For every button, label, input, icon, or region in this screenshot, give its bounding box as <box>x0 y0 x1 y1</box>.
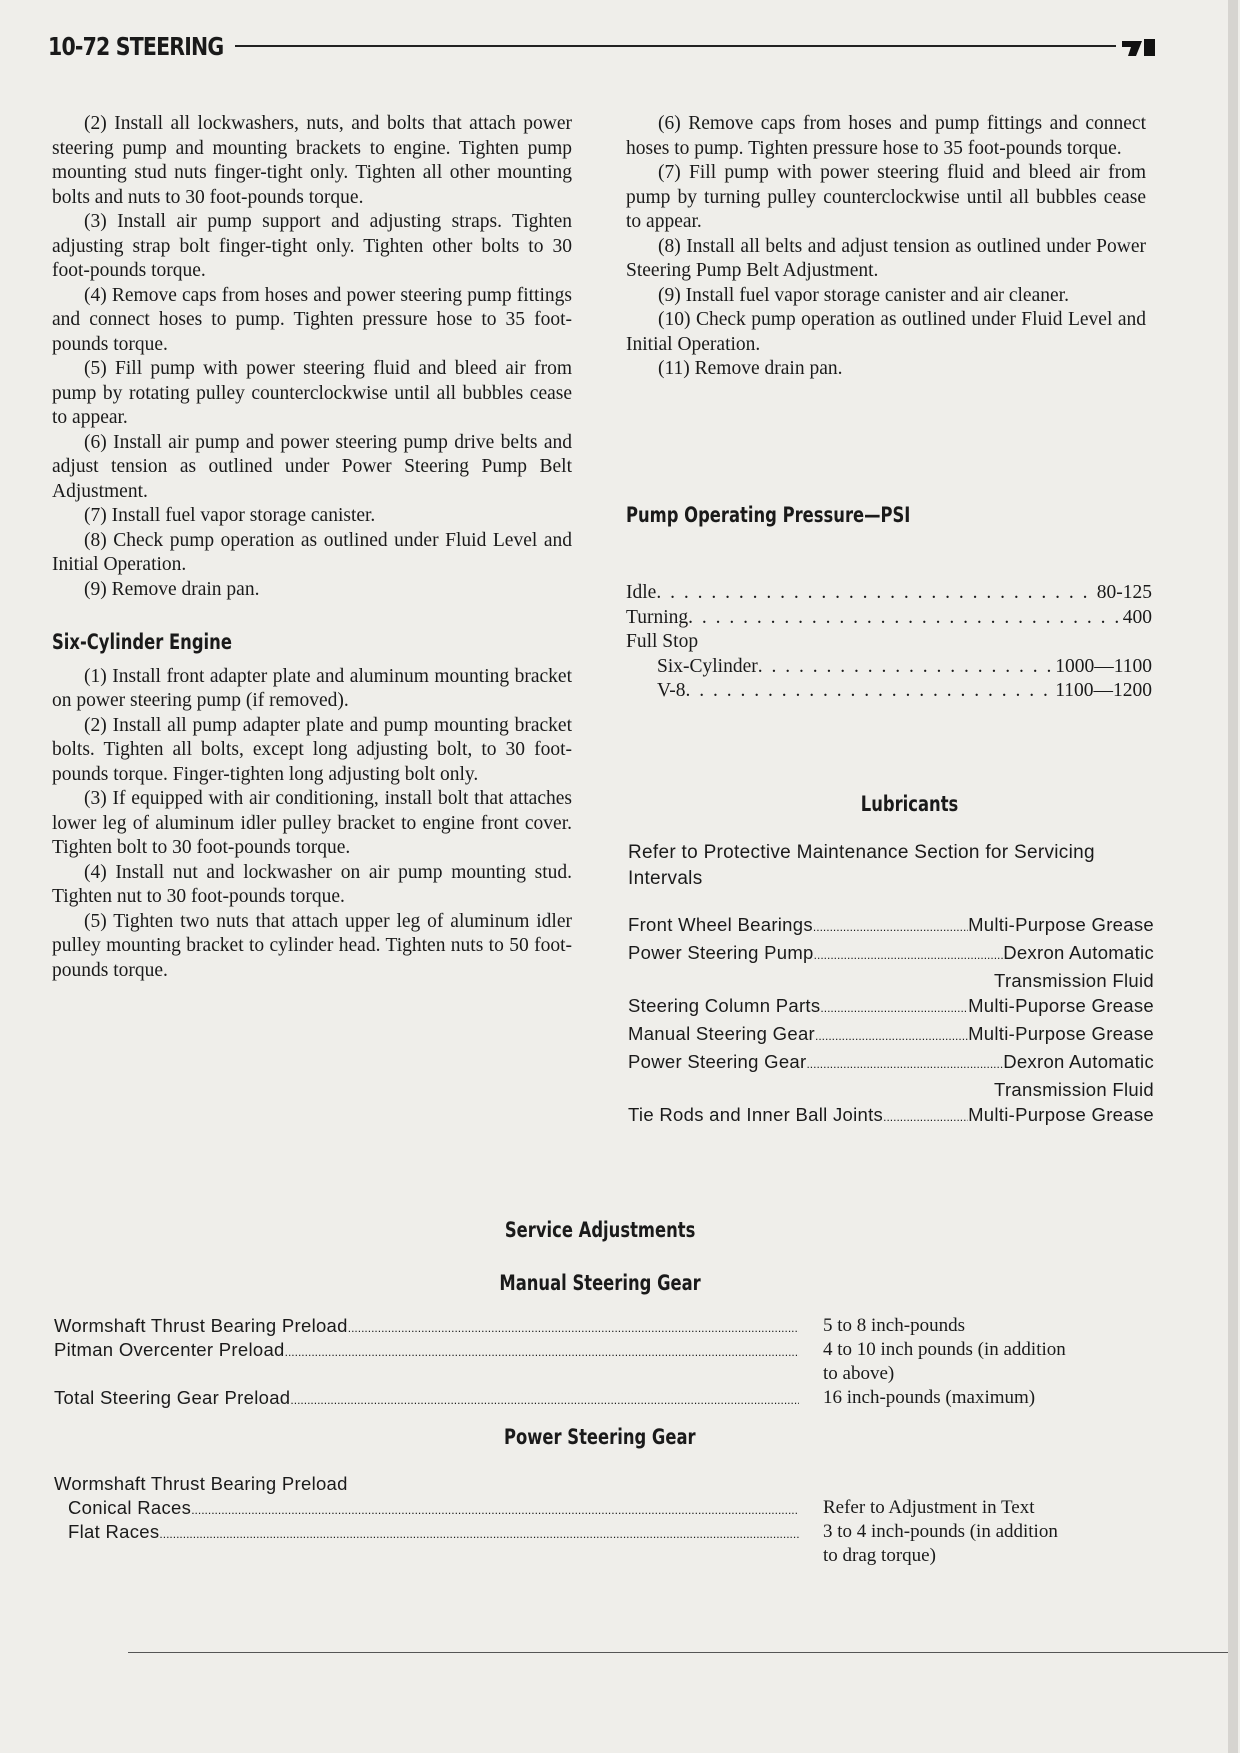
pressure-row <box>626 582 1152 607</box>
lubricant-component: Tie Rods and Inner Ball Joints <box>628 1104 884 1125</box>
adjustment-label: Pitman Overcenter Preload <box>54 1339 285 1360</box>
lubricant-component: Steering Column Parts <box>628 995 821 1016</box>
pressure-label: Full Stop <box>626 631 699 652</box>
six-cylinder-heading: Six-Cylinder Engine <box>52 630 232 654</box>
step-paragraph: (10) Check pump operation as outlined under Fluid Level and Initial Operation. <box>626 309 1146 355</box>
service-adjustments-heading: Service Adjustments <box>504 1218 696 1242</box>
leader-dots <box>883 1105 968 1130</box>
lubricant-row <box>628 940 1154 968</box>
step-paragraph: (2) Install all lockwashers, nuts, and bolts that attach power steering pump and mounting brackets to engine. Tighten pump mounting stud nuts finger-tight only. Tighten all other mounting bolts and nuts to 30 foot-pounds torque. <box>52 113 572 208</box>
adjustment-value-continued: to drag torque) <box>823 1545 936 1566</box>
lubricant-type: Multi-Purpose Grease <box>968 1023 1154 1044</box>
adjustment-value: 4 to 10 inch pounds (in addition <box>823 1339 1066 1360</box>
pressure-value: 80-125 <box>1096 582 1152 603</box>
lubricant-row <box>628 1049 1154 1077</box>
lubricants-table <box>628 840 1154 1130</box>
step-paragraph: (5) Fill pump with power steering fluid and bleed air from pump by rotating pulley counterclockwise until all bubbles cease to appear. <box>52 358 572 428</box>
header-rule <box>235 45 1116 47</box>
leader-dots <box>191 1498 799 1522</box>
step-paragraph: (6) Install air pump and power steering pump drive belts and adjust tension as outlined under Power Steering Pump Belt Adjustment. <box>52 431 572 502</box>
step-paragraph: (8) Check pump operation as outlined under Fluid Level and Initial Operation. <box>52 529 572 575</box>
lubricant-type: Multi-Puporse Grease <box>968 995 1154 1016</box>
pump-pressure-heading: Pump Operating Pressure—PSI <box>626 503 911 527</box>
pressure-row <box>626 607 1152 632</box>
leader-dots <box>686 680 1056 702</box>
lubricant-row <box>628 1021 1154 1049</box>
pressure-value: 1000—1100 <box>1055 655 1152 677</box>
pressure-label: Turning <box>626 606 689 628</box>
pump-pressure-table <box>626 582 1152 705</box>
lubricant-type: Multi-Purpose Grease <box>968 914 1154 935</box>
lubricant-row <box>628 912 1154 940</box>
pressure-label: V-8 <box>657 680 686 701</box>
adjustment-row <box>54 1314 1154 1338</box>
lubricant-component: Front Wheel Bearings <box>628 914 813 935</box>
adjustment-row <box>54 1386 1154 1410</box>
leader-dots <box>758 656 1055 678</box>
right-column <box>626 112 1146 382</box>
lubricant-row <box>628 993 1154 1021</box>
lubricant-component: Manual Steering Gear <box>628 1023 815 1044</box>
lubricant-type-continued: Transmission Fluid <box>994 970 1154 991</box>
page-header <box>48 32 1156 64</box>
pressure-row <box>626 656 1152 681</box>
leader-dots <box>806 1052 1003 1077</box>
adjustment-label: Wormshaft Thrust Bearing Preload <box>54 1315 348 1336</box>
pressure-value: 1100—1200 <box>1055 680 1152 701</box>
leader-dots <box>348 1316 799 1340</box>
step-paragraph: (3) If equipped with air conditioning, install bolt that attaches lower leg of aluminum idler pulley bracket to engine front cover. Tighten bolt to 30 foot-pounds torque. <box>52 788 572 858</box>
adjustment-row <box>54 1520 1154 1544</box>
page-number-title: 10-72 STEERING <box>48 32 224 61</box>
adjustment-label: Conical Races <box>68 1497 192 1518</box>
pressure-row <box>626 631 1152 656</box>
pressure-value: 400 <box>1122 606 1152 628</box>
step-paragraph: (7) Fill pump with power steering fluid and bleed air from pump by turning pulley counterclockwise until all bubbles cease to appear. <box>626 162 1146 232</box>
pressure-label: Idle <box>626 582 657 603</box>
adjustment-group-label: Wormshaft Thrust Bearing Preload <box>54 1473 348 1494</box>
step-paragraph: (1) Install front adapter plate and aluminum mounting bracket on power steering pump (if removed). <box>52 665 572 711</box>
adjustment-label: Flat Races <box>68 1521 160 1542</box>
lubricant-component: Power Steering Pump <box>628 942 814 963</box>
adjustment-label: Total Steering Gear Preload <box>54 1387 291 1408</box>
step-paragraph: (4) Install nut and lockwasher on air pump mounting stud. Tighten nut to 30 foot-pounds torque. <box>52 861 572 907</box>
step-paragraph: (7) Install fuel vapor storage canister. <box>84 505 376 526</box>
adjustment-value: 5 to 8 inch-pounds <box>823 1315 965 1336</box>
manual-steering-gear-heading: Manual Steering Gear <box>499 1271 701 1295</box>
step-paragraph: (11) Remove drain pan. <box>658 358 843 379</box>
lubricant-row <box>628 1102 1154 1130</box>
adjustment-row <box>54 1338 1154 1362</box>
adjustment-row <box>54 1496 1154 1520</box>
lubricant-component: Power Steering Gear <box>628 1051 807 1072</box>
leader-dots <box>290 1388 799 1412</box>
leader-dots <box>656 582 1096 604</box>
lubricant-type: Dexron Automatic <box>1003 942 1154 963</box>
lubricants-intro: Refer to Protective Maintenance Section for Servicing Intervals <box>628 842 1095 889</box>
adjustment-value: Refer to Adjustment in Text <box>823 1497 1035 1518</box>
lubricants-heading: Lubricants <box>861 792 959 816</box>
power-steering-gear-heading: Power Steering Gear <box>504 1425 696 1449</box>
footer-rule <box>128 1652 1228 1653</box>
leader-dots <box>820 996 968 1021</box>
leader-dots <box>813 915 968 940</box>
adjustment-value: 16 inch-pounds (maximum) <box>823 1387 1036 1408</box>
lubricant-type-continued: Transmission Fluid <box>994 1079 1154 1100</box>
pressure-row <box>626 680 1152 705</box>
page-edge <box>1228 0 1238 1753</box>
step-paragraph: (9) Remove drain pan. <box>84 578 260 600</box>
step-paragraph: (5) Tighten two nuts that attach upper leg of aluminum idler pulley mounting bracket to cylinder head. Tighten nuts to 50 foot-pounds torque. <box>52 910 572 981</box>
leader-dots <box>814 943 1004 968</box>
leader-dots <box>285 1340 799 1364</box>
leader-dots <box>688 607 1123 629</box>
leader-dots <box>815 1024 968 1049</box>
leader-dots <box>159 1522 799 1546</box>
step-paragraph: (6) Remove caps from hoses and pump fittings and connect hoses to pump. Tighten pressure hose to 35 foot-pounds torque. <box>626 113 1146 159</box>
step-paragraph: (4) Remove caps from hoses and power steering pump fittings and connect hoses to pump. Tighten pressure hose to 35 foot-pounds torque. <box>52 284 572 355</box>
step-paragraph: (8) Install all belts and adjust tension as outlined under Power Steering Pump Belt Adjustment. <box>626 235 1146 281</box>
step-paragraph: (9) Install fuel vapor storage canister and air cleaner. <box>658 284 1069 306</box>
lubricant-type: Dexron Automatic <box>1003 1051 1154 1072</box>
step-paragraph: (3) Install air pump support and adjusting straps. Tighten adjusting strap bolt finger-tight only. Tighten other bolts to 30 foot-pounds torque. <box>52 211 572 281</box>
pressure-label: Six-Cylinder <box>657 655 758 677</box>
adjustment-value-continued: to above) <box>823 1363 895 1384</box>
adjustment-value: 3 to 4 inch-pounds (in addition <box>823 1521 1058 1542</box>
step-paragraph: (2) Install all pump adapter plate and pump mounting bracket bolts. Tighten all bolts, except long adjusting bolt, to 30 foot-pounds torque. Finger-tighten long adjusting bolt only. <box>52 714 572 785</box>
brand-logo-icon <box>1122 38 1156 56</box>
left-column <box>52 112 572 983</box>
lubricant-type: Multi-Purpose Grease <box>968 1104 1154 1125</box>
